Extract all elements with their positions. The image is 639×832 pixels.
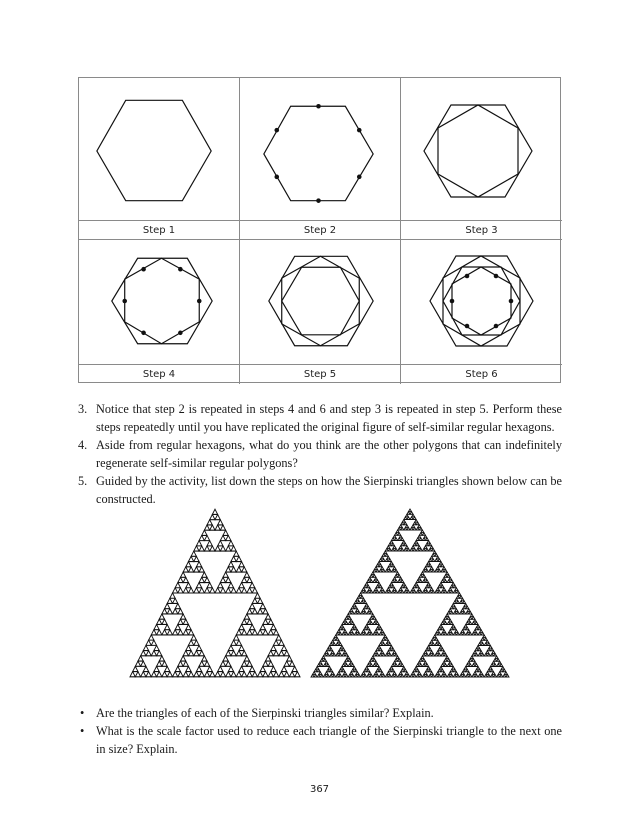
sierpinski-sub-triangle: [247, 577, 252, 582]
sierpinski-sub-triangle: [154, 624, 159, 629]
sierpinski-sub-triangle: [186, 562, 191, 567]
sierpinski-sub-triangle: [194, 651, 199, 656]
sierpinski-sub-triangle: [178, 619, 183, 624]
step-3-label: Step 3: [401, 220, 562, 240]
sierpinski-sub-triangle: [173, 630, 178, 635]
sierpinski-sub-triangle: [196, 541, 201, 546]
sierpinski-sub-triangle: [242, 619, 247, 624]
sierpinski-sub-triangle: [149, 635, 154, 640]
sierpinski-sub-triangle: [167, 609, 172, 614]
sierpinski-sub-triangle: [183, 651, 188, 656]
step-2-figure: [240, 78, 401, 220]
sierpinski-sub-triangle: [250, 624, 255, 629]
sierpinski-sub-triangle: [265, 656, 270, 661]
sierpinski-sub-triangle: [204, 546, 209, 551]
sierpinski-sub-triangle: [183, 577, 188, 582]
sierpinski-sub-triangle: [170, 593, 175, 598]
sierpinski-sub-triangle: [231, 588, 236, 593]
sierpinski-sub-triangle: [220, 588, 225, 593]
step-5-diagram: [240, 240, 400, 364]
sierpinski-sub-triangle: [199, 672, 204, 677]
step-4-figure: [79, 240, 240, 364]
sierpinski-sub-triangle: [220, 546, 225, 551]
sierpinski-sub-triangle: [242, 567, 247, 572]
sierpinski-sub-triangle: [218, 541, 223, 546]
sierpinski-sub-triangle: [204, 672, 209, 677]
sierpinski-sub-triangle: [199, 535, 204, 540]
sierpinski-sub-triangle: [186, 645, 191, 650]
sierpinski-sub-triangle: [207, 520, 212, 525]
sierpinski-sub-triangle: [167, 630, 172, 635]
sierpinski-sub-triangle: [247, 672, 252, 677]
sierpinski-sub-triangle: [268, 619, 273, 624]
sierpinski-sub-triangle: [218, 520, 223, 525]
sierpinski-sub-triangle: [196, 562, 201, 567]
sierpinski-sub-triangle: [228, 666, 233, 671]
sierpinski-sub-triangle: [135, 661, 140, 666]
sierpinski-sub-triangle: [252, 672, 257, 677]
sierpinski-sub-triangle: [173, 672, 178, 677]
bullet-2: [78, 722, 562, 758]
sierpinski-sub-triangle: [273, 630, 278, 635]
sierpinski-sub-triangle: [250, 583, 255, 588]
sierpinski-sub-triangle: [289, 672, 294, 677]
sierpinski-sub-triangle: [289, 661, 294, 666]
sierpinski-sub-triangle: [199, 588, 204, 593]
sierpinski-sub-triangle: [255, 593, 260, 598]
sierpinski-sub-triangle: [242, 651, 247, 656]
sierpinski-sub-triangle: [220, 525, 225, 530]
sierpinski-sub-triangle: [157, 661, 162, 666]
sierpinski-sub-triangle: [159, 614, 164, 619]
sierpinski-triangle-large: [310, 508, 510, 678]
step-2-diagram: [240, 78, 400, 220]
sierpinski-sub-triangle: [284, 651, 289, 656]
sierpinski-sub-triangle: [196, 666, 201, 671]
sierpinski-sub-triangle: [186, 583, 191, 588]
sierpinski-sub-triangle: [281, 666, 286, 671]
sierpinski-sub-triangle: [212, 509, 217, 514]
sierpinski-sub-triangle: [239, 583, 244, 588]
sierpinski-sub-triangle: [183, 672, 188, 677]
sierpinski-sub-triangle: [408, 509, 411, 512]
sierpinski-sub-triangle: [284, 661, 289, 666]
sierpinski-sub-triangle: [268, 651, 273, 656]
hexagon-steps-figure: [78, 77, 561, 383]
sierpinski-sub-triangle: [151, 630, 156, 635]
sierpinski-sub-triangle: [226, 672, 231, 677]
step-3-diagram: [401, 78, 562, 220]
sierpinski-sub-triangle: [202, 530, 207, 535]
sierpinski-sub-triangle: [141, 672, 146, 677]
sierpinski-sub-triangle: [194, 567, 199, 572]
sierpinski-sub-triangle: [188, 630, 193, 635]
sierpinski-sub-triangle: [263, 619, 268, 624]
sierpinski-sub-triangle: [183, 588, 188, 593]
sierpinski-sub-triangle: [157, 630, 162, 635]
sierpinski-sub-triangle: [188, 651, 193, 656]
sierpinski-sub-triangle: [247, 588, 252, 593]
sierpinski-sub-triangle: [226, 651, 231, 656]
sierpinski-sub-triangle: [273, 651, 278, 656]
bullet-1: [78, 704, 562, 722]
sierpinski-sub-triangle: [167, 672, 172, 677]
sierpinski-sub-triangle: [215, 672, 220, 677]
sierpinski-sub-triangle: [226, 577, 231, 582]
sierpinski-sub-triangle: [220, 535, 225, 540]
step-6-diagram: [401, 240, 562, 364]
sierpinski-sub-triangle: [260, 603, 265, 608]
sierpinski-sub-triangle: [236, 640, 241, 645]
sierpinski-sub-triangle: [258, 672, 263, 677]
sierpinski-sub-triangle: [242, 672, 247, 677]
sierpinski-sub-triangle: [196, 645, 201, 650]
sierpinski-sub-triangle: [202, 656, 207, 661]
question-4: [78, 436, 562, 472]
sierpinski-sub-triangle: [194, 640, 199, 645]
sierpinski-sub-triangle: [231, 546, 236, 551]
sierpinski-sub-triangle: [183, 567, 188, 572]
sierpinski-sub-triangle: [199, 546, 204, 551]
sierpinski-sub-triangle: [173, 609, 178, 614]
sierpinski-sub-triangle: [260, 666, 265, 671]
sierpinski-sub-triangle: [218, 583, 223, 588]
sierpinski-sub-triangle: [207, 583, 212, 588]
bullet-1-marker: •: [80, 706, 85, 720]
sierpinski-sub-triangle: [210, 672, 215, 677]
sierpinski-sub-triangle: [151, 672, 156, 677]
sierpinski-sub-triangle: [204, 588, 209, 593]
sierpinski-sub-triangle: [252, 588, 257, 593]
sierpinski-sub-triangle: [265, 614, 270, 619]
sierpinski-sub-triangle: [223, 572, 228, 577]
sierpinski-sub-triangle: [157, 619, 162, 624]
bullet-2-text: What is the scale factor used to reduce each triangle of the Sierpinski triangle to the next one in size? Explain.: [96, 724, 562, 756]
question-3: [78, 400, 562, 436]
sierpinski-sub-triangle: [151, 640, 156, 645]
sierpinski-sub-triangle: [167, 598, 172, 603]
sierpinski-sub-triangle: [175, 624, 180, 629]
sierpinski-sub-triangle: [154, 645, 159, 650]
sierpinski-sub-triangle: [239, 645, 244, 650]
sierpinski-sub-triangle: [215, 525, 220, 530]
sierpinski-sub-triangle: [210, 546, 215, 551]
sierpinski-sub-triangle: [191, 635, 196, 640]
sierpinski-sub-triangle: [141, 651, 146, 656]
sierpinski-sub-triangle: [231, 567, 236, 572]
sierpinski-sub-triangle: [207, 666, 212, 671]
sierpinski-sub-triangle: [234, 551, 239, 556]
sierpinski-sub-triangle: [165, 624, 170, 629]
question-4-text: Aside from regular hexagons, what do you think are the other polygons that can indefinitely regenerate self-similar regular polygons?: [96, 438, 562, 470]
sierpinski-sub-triangle: [151, 651, 156, 656]
sierpinski-sub-triangle: [210, 525, 215, 530]
sierpinski-sub-triangle: [130, 672, 135, 677]
sierpinski-sub-triangle: [186, 666, 191, 671]
sierpinski-sub-triangle: [204, 577, 209, 582]
sierpinski-sub-triangle: [207, 541, 212, 546]
step-1-label: Step 1: [79, 220, 240, 240]
sierpinski-sub-triangle: [210, 514, 215, 519]
sierpinski-sub-triangle: [263, 661, 268, 666]
question-3-text: Notice that step 2 is repeated in steps 4 and 6 and step 3 is repeated in step 5. Perform these steps repeatedly until you have replicated the original figure of self-similar regular hexagons.: [96, 402, 562, 434]
sierpinski-sub-triangle: [178, 630, 183, 635]
sierpinski-sub-triangle: [186, 624, 191, 629]
sierpinski-sub-triangle: [199, 651, 204, 656]
sierpinski-sub-triangle: [252, 609, 257, 614]
sierpinski-sub-triangle: [154, 666, 159, 671]
sierpinski-sub-triangle: [162, 672, 167, 677]
sierpinski-sub-triangle: [258, 598, 263, 603]
sierpinski-sub-triangle: [141, 661, 146, 666]
sierpinski-sub-triangle: [188, 672, 193, 677]
sierpinski-sub-triangle: [199, 661, 204, 666]
sierpinski-sub-triangle: [165, 666, 170, 671]
sierpinski-sub-triangle: [268, 630, 273, 635]
sierpinski-sub-triangle: [281, 645, 286, 650]
sierpinski-sub-triangle: [178, 609, 183, 614]
sierpinski-sub-triangle: [199, 577, 204, 582]
sierpinski-sub-triangle: [146, 640, 151, 645]
sierpinski-sub-triangle: [228, 541, 233, 546]
sierpinski-sub-triangle: [183, 661, 188, 666]
sierpinski-sub-triangle: [252, 630, 257, 635]
sierpinski-sub-triangle: [226, 588, 231, 593]
sierpinski-sub-triangle: [228, 645, 233, 650]
bullet-2-marker: •: [80, 724, 85, 738]
sierpinski-sub-triangle: [135, 672, 140, 677]
sierpinski-sub-triangle: [271, 645, 276, 650]
sierpinski-sub-triangle: [194, 588, 199, 593]
sierpinski-sub-triangle: [247, 619, 252, 624]
step-4-diagram: [79, 240, 239, 364]
sierpinski-sub-triangle: [236, 672, 241, 677]
sierpinski-sub-triangle: [199, 567, 204, 572]
sierpinski-sub-triangle: [236, 588, 241, 593]
sierpinski-sub-triangle: [263, 672, 268, 677]
sierpinski-sub-triangle: [242, 577, 247, 582]
sierpinski-sub-triangle: [231, 556, 236, 561]
step-1-figure: [79, 78, 240, 220]
step-1-diagram: [79, 78, 239, 220]
sierpinski-sub-triangle: [279, 651, 284, 656]
sierpinski-sub-triangle: [157, 651, 162, 656]
sierpinski-sub-triangle: [183, 630, 188, 635]
sierpinski-sub-triangle: [215, 514, 220, 519]
sierpinski-sub-triangle: [284, 672, 289, 677]
sierpinski-sub-triangle: [180, 656, 185, 661]
sierpinski-sub-triangle: [194, 556, 199, 561]
sierpinski-sub-triangle: [162, 661, 167, 666]
step-6-label: Step 6: [401, 364, 562, 384]
question-4-number: 4.: [78, 438, 88, 452]
sierpinski-sub-triangle: [250, 666, 255, 671]
sierpinski-sub-triangle: [226, 546, 231, 551]
step-2-label: Step 2: [240, 220, 401, 240]
sierpinski-sub-triangle: [247, 630, 252, 635]
sierpinski-sub-triangle: [194, 672, 199, 677]
sierpinski-sub-triangle: [231, 651, 236, 656]
sierpinski-sub-triangle: [143, 666, 148, 671]
sierpinski-sub-triangle: [180, 572, 185, 577]
sierpinski-sub-triangle: [226, 567, 231, 572]
sierpinski-sub-triangle: [236, 651, 241, 656]
sierpinski-sub-triangle: [218, 666, 223, 671]
sierpinski-sub-triangle: [215, 546, 220, 551]
sierpinski-sub-triangle: [204, 525, 209, 530]
sierpinski-sub-triangle: [143, 645, 148, 650]
page-number: 367: [309, 784, 330, 795]
sierpinski-sub-triangle: [194, 546, 199, 551]
sierpinski-sub-triangle: [165, 603, 170, 608]
sierpinski-sub-triangle: [231, 640, 236, 645]
sierpinski-sub-triangle: [271, 666, 276, 671]
sierpinski-sub-triangle: [226, 661, 231, 666]
sierpinski-sub-triangle: [175, 666, 180, 671]
sierpinski-sub-triangle: [133, 666, 138, 671]
sierpinski-sub-triangle: [223, 656, 228, 661]
sierpinski-sub-triangle: [279, 672, 284, 677]
step-5-label: Step 5: [240, 364, 401, 384]
sierpinski-sub-triangle: [162, 609, 167, 614]
sierpinski-sub-triangle: [173, 598, 178, 603]
sierpinski-sub-triangle: [273, 672, 278, 677]
sierpinski-sub-triangle: [215, 588, 220, 593]
sierpinski-sub-triangle: [146, 672, 151, 677]
sierpinski-sub-triangle: [295, 672, 300, 677]
sierpinski-sub-triangle: [220, 672, 225, 677]
sierpinski-sub-triangle: [263, 630, 268, 635]
sierpinski-sub-triangle: [260, 624, 265, 629]
sierpinski-sub-triangle: [220, 577, 225, 582]
sierpinski-sub-triangle: [236, 630, 241, 635]
sierpinski-sub-triangle: [236, 567, 241, 572]
sierpinski-sub-triangle: [178, 577, 183, 582]
sierpinski-sub-triangle: [236, 556, 241, 561]
sierpinski-sub-triangle: [159, 656, 164, 661]
sierpinski-sub-triangle: [188, 567, 193, 572]
sierpinski-sub-triangle: [173, 588, 178, 593]
sierpinski-sub-triangle: [162, 619, 167, 624]
step-4-label: Step 4: [79, 364, 240, 384]
sierpinski-sub-triangle: [242, 661, 247, 666]
sierpinski-sub-triangle: [202, 572, 207, 577]
sierpinski-sub-triangle: [146, 651, 151, 656]
sierpinski-sub-triangle: [276, 635, 281, 640]
sierpinski-sub-triangle: [252, 598, 257, 603]
sierpinski-sub-triangle: [244, 614, 249, 619]
sierpinski-sub-triangle: [188, 588, 193, 593]
sierpinski-sub-triangle: [223, 530, 228, 535]
sierpinski-sub-triangle: [263, 609, 268, 614]
sierpinski-sub-triangle: [178, 672, 183, 677]
sierpinski-triangle-small: [129, 508, 301, 678]
question-5: [78, 472, 562, 508]
sierpinski-sub-triangle: [175, 583, 180, 588]
bullet-1-text: Are the triangles of each of the Sierpinski triangles similar? Explain.: [96, 706, 434, 720]
sierpinski-sub-triangle: [204, 661, 209, 666]
sierpinski-sub-triangle: [273, 640, 278, 645]
sierpinski-sub-triangle: [191, 551, 196, 556]
sierpinski-sub-triangle: [268, 661, 273, 666]
step-5-figure: [240, 240, 401, 364]
sierpinski-sub-triangle: [242, 588, 247, 593]
sierpinski-sub-triangle: [180, 614, 185, 619]
sierpinski-sub-triangle: [175, 603, 180, 608]
sierpinski-sub-triangle: [220, 661, 225, 666]
sierpinski-sub-triangle: [183, 619, 188, 624]
sierpinski-sub-triangle: [268, 672, 273, 677]
sierpinski-sub-triangle: [279, 640, 284, 645]
sierpinski-sub-triangle: [226, 535, 231, 540]
sierpinski-sub-triangle: [244, 572, 249, 577]
question-5-text: Guided by the activity, list down the steps on how the Sierpinski triangles shown below can be constructed.: [96, 474, 562, 506]
question-5-number: 5.: [78, 474, 88, 488]
sierpinski-sub-triangle: [138, 656, 143, 661]
sierpinski-sub-triangle: [178, 661, 183, 666]
step-3-figure: [401, 78, 562, 220]
sierpinski-sub-triangle: [247, 609, 252, 614]
sierpinski-sub-triangle: [178, 588, 183, 593]
sierpinski-sub-triangle: [210, 588, 215, 593]
sierpinski-sub-triangle: [231, 672, 236, 677]
sierpinski-sub-triangle: [188, 556, 193, 561]
question-3-number: 3.: [78, 402, 88, 416]
sierpinski-sub-triangle: [204, 535, 209, 540]
sierpinski-sub-triangle: [258, 609, 263, 614]
sierpinski-sub-triangle: [228, 583, 233, 588]
sierpinski-sub-triangle: [271, 624, 276, 629]
sierpinski-sub-triangle: [239, 624, 244, 629]
sierpinski-sub-triangle: [242, 630, 247, 635]
step-6-figure: [401, 240, 562, 364]
sierpinski-sub-triangle: [239, 562, 244, 567]
sierpinski-sub-triangle: [162, 630, 167, 635]
sierpinski-sub-triangle: [188, 640, 193, 645]
sierpinski-sub-triangle: [250, 603, 255, 608]
sierpinski-sub-triangle: [196, 583, 201, 588]
sierpinski-sub-triangle: [244, 656, 249, 661]
sierpinski-sub-triangle: [228, 562, 233, 567]
sierpinski-sub-triangle: [287, 656, 292, 661]
sierpinski-sub-triangle: [258, 630, 263, 635]
sierpinski-sub-triangle: [292, 666, 297, 671]
sierpinski-sub-triangle: [239, 666, 244, 671]
sierpinski-sub-triangle: [157, 672, 162, 677]
sierpinski-sub-triangle: [234, 635, 239, 640]
sierpinski-sub-triangle: [247, 661, 252, 666]
